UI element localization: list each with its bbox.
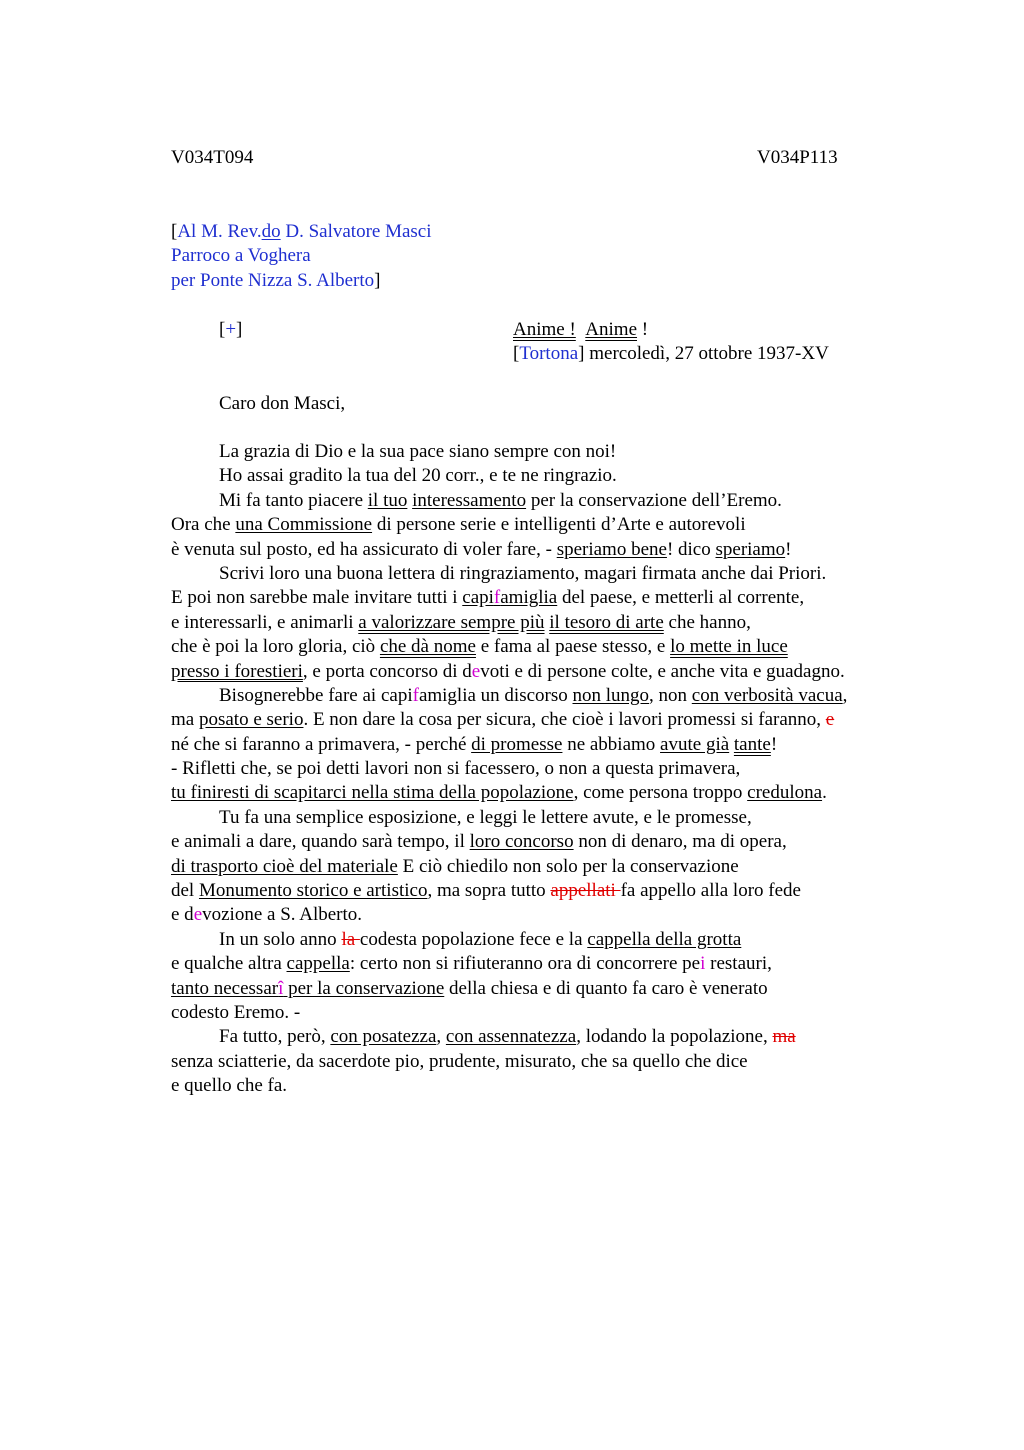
body-line: Ho assai gradito la tua del 20 corr., e te ne ringrazio. <box>219 465 617 487</box>
body-line: e interessarli, e animarli a valorizzare sempre più il tesoro di arte che hanno, <box>171 611 751 633</box>
motto: Anime ! Anime ! <box>513 319 649 340</box>
body-line: presso i forestieri, e porta concorso di devoti e di persone colte, e anche vita e guadagno. <box>171 660 845 682</box>
body-line: Tu fa una semplice esposizione, e leggi le lettere avute, e le promesse, <box>219 806 752 828</box>
body-line: e qualche altra cappella: certo non si rifiuteranno ora di concorrere pei restauri, <box>171 953 772 975</box>
body-line: E poi non sarebbe male invitare tutti i capifamiglia del paese, e metterli al corrente, <box>171 587 805 609</box>
body-line: né che si faranno a primavera, - perché di promesse ne abbiamo avute già tante! <box>171 733 778 755</box>
body-line: codesto Eremo. - <box>171 1001 301 1023</box>
document-code-right: V034P113 <box>757 147 838 168</box>
dateline: [Tortona] mercoledì, 27 ottobre 1937-XV <box>513 343 829 364</box>
body-line: ma posato e serio. E non dare la cosa per sicura, che cioè i lavori promessi si faranno, e <box>171 709 835 731</box>
address-line-1: [Al M. Rev.do D. Salvatore Masci <box>171 221 432 242</box>
body-line: La grazia di Dio e la sua pace siano sempre con noi! <box>219 441 617 462</box>
body-line: - Rifletti che, se poi detti lavori non si facessero, o non a questa primavera, <box>171 758 741 780</box>
body-line: che è poi la loro gloria, ciò che dà nome e fama al paese stesso, e lo mette in luce <box>171 636 788 658</box>
body-line: Bisognerebbe fare ai capifamiglia un discorso non lungo, non con verbosità vacua, <box>219 684 848 706</box>
body-line: In un solo anno la codesta popolazione fece e la cappella della grotta <box>219 928 742 950</box>
body-line: senza sciatterie, da sacerdote pio, prudente, misurato, che sa quello che dice <box>171 1050 748 1072</box>
body-line: Mi fa tanto piacere il tuo interessamento per la conservazione dell’Eremo. <box>219 489 782 511</box>
letter-body <box>171 440 847 1099</box>
body-line: è venuta sul posto, ed ha assicurato di voler fare, - speriamo bene! dico speriamo! <box>171 538 792 560</box>
body-line: e animali a dare, quando sarà tempo, il loro concorso non di denaro, ma di opera, <box>171 831 787 853</box>
body-line: e quello che fa. <box>171 1075 288 1097</box>
greeting: Caro don Masci, <box>219 393 346 414</box>
body-line: Ora che una Commissione di persone serie e intelligenti d’Arte e autorevoli <box>171 514 746 536</box>
address-block <box>171 220 432 293</box>
document-code-left: V034T094 <box>171 147 254 168</box>
body-line: tanto necessarî per la conservazione della chiesa e di quanto fa caro è venerato <box>171 977 768 999</box>
body-line: Scrivi loro una buona lettera di ringraziamento, magari firmata anche dai Priori. <box>219 562 827 584</box>
body-line: del Monumento storico e artistico, ma sopra tutto appellati fa appello alla loro fede <box>171 880 801 902</box>
cross-mark: [+] <box>219 319 243 340</box>
body-line: e devozione a S. Alberto. <box>171 904 363 926</box>
body-line: Fa tutto, però, con posatezza, con assennatezza, lodando la popolazione, ma <box>219 1026 796 1048</box>
address-line-3: per Ponte Nizza S. Alberto] <box>171 269 381 291</box>
body-line: di trasporto cioè del materiale E ciò chiedilo non solo per la conservazione <box>171 855 739 877</box>
body-line: tu finiresti di scapitarci nella stima della popolazione, come persona troppo credulona. <box>171 782 827 804</box>
address-line-2: Parroco a Voghera <box>171 245 311 267</box>
